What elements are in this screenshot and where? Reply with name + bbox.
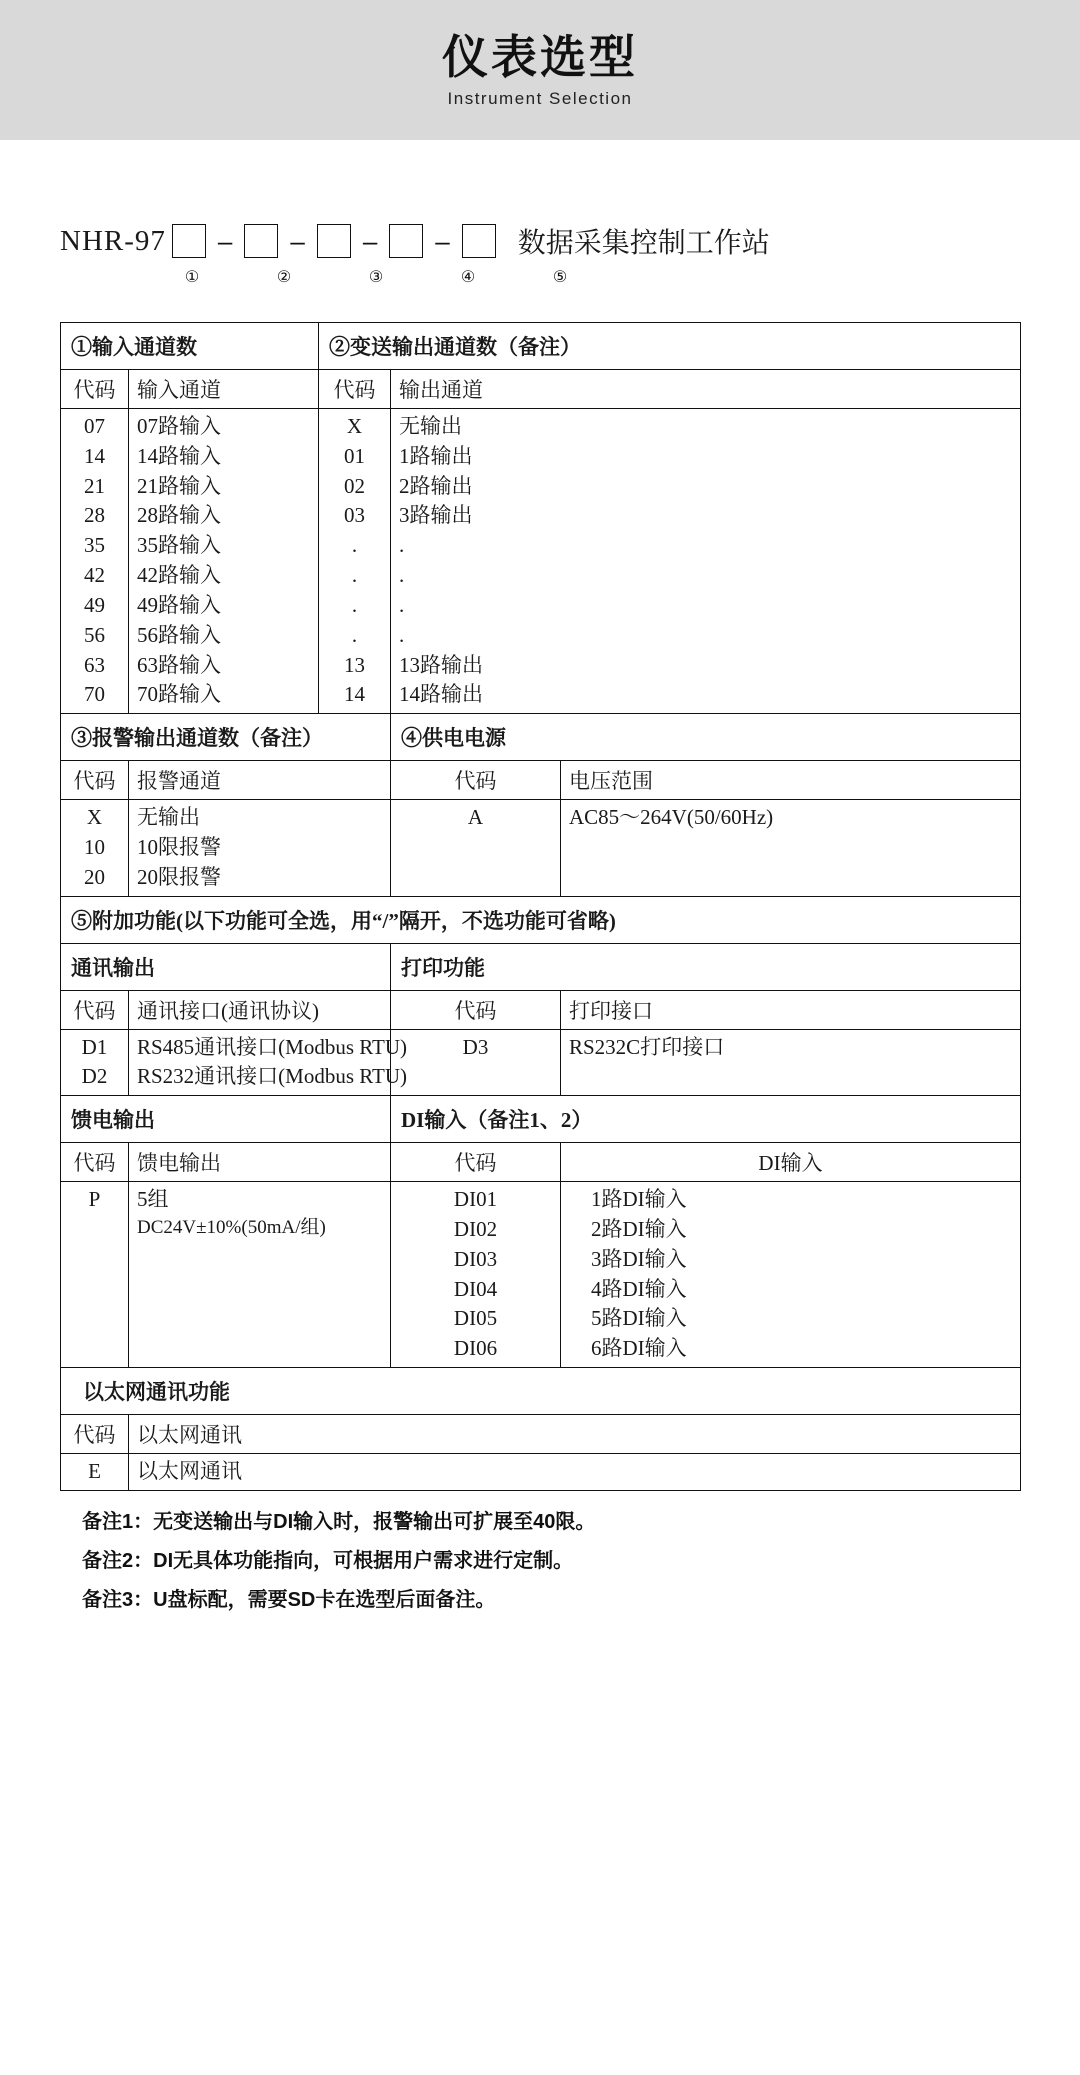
page-header-banner bbox=[0, 0, 1080, 140]
table-row bbox=[61, 761, 1021, 800]
table-row bbox=[61, 896, 1021, 943]
code-box-2[interactable] bbox=[244, 224, 278, 258]
input-name-list bbox=[129, 409, 319, 714]
power-name-list bbox=[561, 800, 1021, 896]
list-item: DI03 bbox=[453, 1246, 498, 1271]
list-item: 以太网通讯 bbox=[137, 1459, 242, 1484]
model-marker-row bbox=[60, 264, 1080, 290]
alarm-name-list bbox=[129, 800, 391, 896]
print-code-list bbox=[391, 1029, 561, 1096]
table-row bbox=[61, 1368, 1021, 1415]
marker-5: ⑤ bbox=[552, 269, 568, 286]
list-item: 63路输入 bbox=[137, 652, 221, 677]
list-item: 21 bbox=[84, 473, 105, 498]
table-row bbox=[61, 1454, 1021, 1491]
page-title: 仪表选型 bbox=[442, 30, 638, 83]
list-item: 14路输出 bbox=[399, 682, 483, 707]
marker-3: ③ bbox=[368, 269, 384, 286]
model-prefix: NHR-97 bbox=[60, 224, 166, 257]
marker-1: ① bbox=[184, 269, 200, 286]
output-code-list bbox=[319, 409, 391, 714]
comm-name-list bbox=[129, 1029, 408, 1096]
eth-name-list bbox=[129, 1454, 1021, 1491]
feed-name-list bbox=[129, 1182, 391, 1368]
table-row bbox=[61, 1029, 1021, 1096]
col-header-alarm-code: 代码 bbox=[61, 761, 129, 800]
list-item: 28 bbox=[84, 503, 105, 528]
list-item: 13 bbox=[344, 652, 365, 677]
list-item: 13路输出 bbox=[399, 652, 483, 677]
list-item: 42 bbox=[84, 563, 105, 588]
table-row bbox=[61, 714, 1021, 761]
table-row bbox=[61, 1096, 1021, 1143]
power-code-list bbox=[391, 800, 561, 896]
list-item: . bbox=[351, 592, 358, 617]
col-header-input-code: 代码 bbox=[61, 370, 129, 409]
model-code-area bbox=[0, 218, 1080, 308]
list-item: 5路DI输入 bbox=[591, 1306, 687, 1331]
list-item: P bbox=[88, 1187, 101, 1212]
list-item: 02 bbox=[344, 473, 365, 498]
col-header-power-code: 代码 bbox=[391, 761, 561, 800]
input-code-list bbox=[61, 409, 129, 714]
col-header-power-name: 电压范围 bbox=[561, 761, 1021, 800]
list-item: 无输出 bbox=[137, 805, 200, 830]
list-item: 4路DI输入 bbox=[591, 1276, 687, 1301]
ethernet-title: 以太网通讯功能 bbox=[61, 1368, 1021, 1415]
list-item: 70路输入 bbox=[137, 682, 221, 707]
col-header-input-name: 输入通道 bbox=[129, 370, 319, 409]
di-title: DI输入（备注1、2） bbox=[391, 1096, 1021, 1143]
list-item: 35路输入 bbox=[137, 533, 221, 558]
list-item: 70 bbox=[84, 682, 105, 707]
di-name-list bbox=[561, 1182, 1021, 1368]
list-item: D1 bbox=[81, 1034, 108, 1059]
list-item: 3路输出 bbox=[399, 503, 473, 528]
list-item: 14路输入 bbox=[137, 443, 221, 468]
list-item: 14 bbox=[344, 682, 365, 707]
section3-heading: ③报警输出通道数（备注） bbox=[61, 714, 391, 761]
power-out-title: 馈电输出 bbox=[61, 1096, 391, 1143]
list-item: DI05 bbox=[453, 1306, 498, 1331]
list-item: 56路输入 bbox=[137, 622, 221, 647]
list-item: 49路输入 bbox=[137, 592, 221, 617]
model-code-row bbox=[60, 218, 1080, 264]
section1-heading: ①输入通道数 bbox=[61, 323, 319, 370]
print-name-list bbox=[561, 1029, 1021, 1096]
list-item: 07 bbox=[84, 414, 105, 438]
section5-heading: ⑤附加功能(以下功能可全选，用“/”隔开，不选功能可省略) bbox=[61, 896, 1021, 943]
list-item: . bbox=[399, 622, 405, 647]
print-title: 打印功能 bbox=[391, 943, 1021, 990]
col-header-print-name: 打印接口 bbox=[561, 990, 1021, 1029]
list-item: 20限报警 bbox=[137, 864, 221, 889]
table-row bbox=[61, 990, 1021, 1029]
col-header-feed-name: 馈电输出 bbox=[129, 1143, 391, 1182]
footnote-2: 备注2：DI无具体功能指向，可根据用户需求进行定制。 bbox=[82, 1549, 574, 1572]
list-item: . bbox=[399, 533, 405, 558]
list-item: 2路输出 bbox=[399, 473, 473, 498]
dash-2: – bbox=[290, 225, 305, 256]
list-item: 3路DI输入 bbox=[591, 1246, 687, 1271]
list-item: . bbox=[351, 563, 358, 588]
footnote-3: 备注3：U盘标配，需要SD卡在选型后面备注。 bbox=[82, 1588, 496, 1611]
list-item: . bbox=[351, 622, 358, 647]
section4-heading: ④供电电源 bbox=[391, 714, 1021, 761]
marker-4: ④ bbox=[460, 269, 476, 286]
col-header-eth-name: 以太网通讯 bbox=[129, 1415, 1021, 1454]
code-box-3[interactable] bbox=[317, 224, 351, 258]
list-item: DC24V±10%(50mA/组) bbox=[137, 1217, 326, 1238]
list-item: A bbox=[467, 805, 484, 830]
marker-2: ② bbox=[276, 269, 292, 286]
list-item: 10限报警 bbox=[137, 834, 221, 859]
list-item: X bbox=[346, 414, 363, 438]
output-name-list bbox=[391, 409, 1021, 714]
list-item: . bbox=[351, 533, 358, 558]
list-item: 03 bbox=[344, 503, 365, 528]
col-header-print-code: 代码 bbox=[391, 990, 561, 1029]
alarm-code-list bbox=[61, 800, 129, 896]
dash-1: – bbox=[217, 225, 233, 256]
col-header-eth-code: 代码 bbox=[61, 1415, 129, 1454]
list-item: 5组 bbox=[137, 1187, 169, 1212]
dash-3: – bbox=[362, 225, 378, 256]
list-item: 56 bbox=[84, 622, 105, 647]
table-row bbox=[61, 1143, 1021, 1182]
table-row bbox=[61, 1415, 1021, 1454]
page-subtitle: Instrument Selection bbox=[447, 89, 633, 109]
list-item: D2 bbox=[81, 1064, 108, 1089]
list-item: 21路输入 bbox=[137, 473, 221, 498]
list-item: DI02 bbox=[453, 1217, 498, 1241]
list-item: 10 bbox=[84, 834, 105, 859]
list-item: 1路输出 bbox=[399, 443, 473, 468]
model-suffix: 数据采集控制工作站 bbox=[517, 227, 770, 258]
col-header-feed-code: 代码 bbox=[61, 1143, 129, 1182]
list-item: 49 bbox=[84, 592, 105, 617]
table-row bbox=[61, 370, 1021, 409]
list-item: 63 bbox=[84, 652, 105, 677]
table-row bbox=[61, 800, 1021, 896]
list-item: . bbox=[399, 563, 405, 588]
section2-heading: ②变送输出通道数（备注） bbox=[319, 323, 1021, 370]
col-header-di-code: 代码 bbox=[391, 1143, 561, 1182]
col-header-output-code: 代码 bbox=[319, 370, 391, 409]
list-item: 35 bbox=[84, 533, 105, 558]
list-item: DI04 bbox=[453, 1276, 498, 1301]
list-item: 14 bbox=[84, 443, 105, 468]
footnotes bbox=[60, 1503, 1020, 1620]
list-item: X bbox=[86, 805, 103, 830]
selection-table-wrapper bbox=[60, 322, 1020, 1491]
list-item: 01 bbox=[344, 443, 365, 468]
list-item: 无输出 bbox=[399, 414, 462, 438]
table-row bbox=[61, 1182, 1021, 1368]
code-box-4[interactable] bbox=[389, 224, 423, 258]
list-item: 6路DI输入 bbox=[591, 1336, 687, 1361]
list-item: RS232C打印接口 bbox=[569, 1034, 725, 1059]
list-item: 07路输入 bbox=[137, 414, 221, 438]
list-item: E bbox=[88, 1459, 101, 1484]
footnote-1: 备注1：无变送输出与DI输入时，报警输出可扩展至40限。 bbox=[82, 1510, 596, 1533]
list-item: 28路输入 bbox=[137, 503, 221, 528]
eth-code-list bbox=[61, 1454, 129, 1491]
code-box-1[interactable] bbox=[172, 224, 206, 258]
list-item: . bbox=[399, 592, 405, 617]
list-item: 2路DI输入 bbox=[591, 1217, 687, 1241]
list-item: DI01 bbox=[453, 1187, 498, 1212]
col-header-comm-code: 代码 bbox=[61, 990, 129, 1029]
col-header-comm-name: 通讯接口(通讯协议) bbox=[129, 990, 391, 1029]
comm-title: 通讯输出 bbox=[61, 943, 391, 990]
table-row bbox=[61, 323, 1021, 370]
dash-4: – bbox=[435, 225, 450, 256]
table-row bbox=[61, 943, 1021, 990]
list-item: DI06 bbox=[453, 1336, 498, 1361]
list-item: AC85～264V(50/60Hz) bbox=[569, 805, 774, 830]
selection-table bbox=[60, 322, 1021, 1491]
list-item: RS485通讯接口(Modbus RTU) bbox=[137, 1034, 408, 1059]
di-code-list bbox=[391, 1182, 561, 1368]
list-item: RS232通讯接口(Modbus RTU) bbox=[137, 1064, 408, 1089]
table-row bbox=[61, 409, 1021, 714]
list-item: 20 bbox=[84, 864, 105, 889]
feed-code-list bbox=[61, 1182, 129, 1368]
col-header-di-name: DI输入 bbox=[561, 1143, 1021, 1182]
list-item: 1路DI输入 bbox=[591, 1187, 687, 1212]
list-item: D3 bbox=[462, 1034, 489, 1059]
col-header-alarm-name: 报警通道 bbox=[129, 761, 391, 800]
comm-code-list bbox=[61, 1029, 129, 1096]
col-header-output-name: 输出通道 bbox=[391, 370, 1021, 409]
code-box-5[interactable] bbox=[462, 224, 496, 258]
list-item: 42路输入 bbox=[137, 563, 221, 588]
